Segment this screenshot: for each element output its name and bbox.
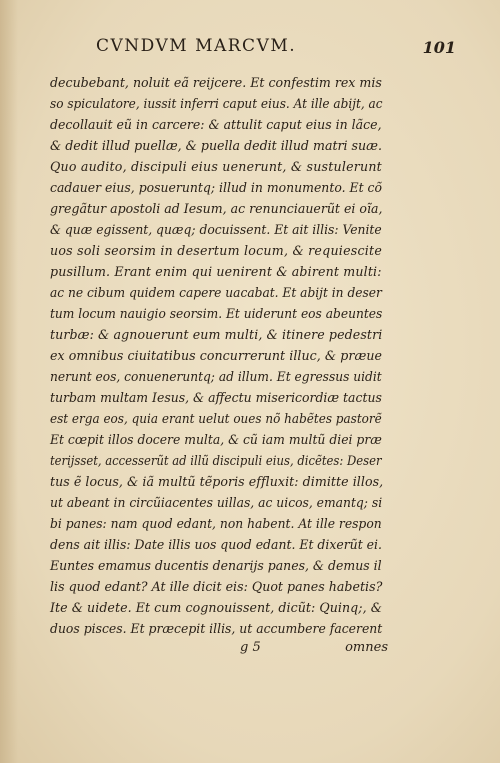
text-line: uos soli seorsim in desertum locum, & requiescite (50, 243, 383, 258)
text-line: terijsset, accesserũt ad illũ discipuli eius, dicẽtes: Deser (50, 453, 382, 468)
text-line: & quæ egissent, quæq; docuissent. Et ait illis: Venite (50, 222, 382, 237)
text-line: ut abeant in circũiacentes uillas, ac uicos, emantq; si (50, 495, 383, 510)
text-line: nerunt eos, conueneruntq; ad illum. Et egressus uidit (50, 369, 382, 384)
text-line: Quo audito, discipuli eius uenerunt, & sustulerunt (50, 159, 382, 174)
text-line: decollauit eũ in carcere: & attulit caput eius in lãce, (50, 117, 382, 132)
text-line: & dedit illud puellæ, & puella dedit illud matri suæ. (50, 138, 382, 153)
text-line: Ite & uidete. Et cum cognouissent, dicũt: Quinq;, & (50, 600, 382, 615)
text-line: Euntes emamus ducentis denarijs panes, & demus il (50, 558, 382, 573)
page-footer (50, 638, 388, 662)
text-line: decubebant, noluit eã reijcere. Et confestim rex mis (50, 75, 382, 90)
text-line: tus ẽ locus, & iã multũ tẽporis effluxit: dimitte illos, (50, 474, 384, 489)
text-line: bi panes: nam quod edant, non habent. At ille respon (50, 516, 382, 531)
signature-mark: g 5 (240, 640, 261, 655)
text-line: so spiculatore, iussit inferri caput eius. At ille abijt, ac (50, 96, 383, 111)
text-line: lis quod edant? At ille dicit eis: Quot panes habetis? (50, 579, 383, 594)
text-line: tum locum nauigio seorsim. Et uiderunt eos abeuntes (50, 306, 383, 321)
page-gutter-shadow (0, 0, 18, 763)
text-line: ac ne cibum quidem capere uacabat. Et abijt in deser (50, 285, 382, 300)
folio-number: 101 (422, 38, 456, 57)
text-line: dens ait illis: Date illis uos quod edant. Et dixerũt ei. (50, 537, 382, 552)
text-line: duos pisces. Et præcepit illis, ut accumbere facerent (50, 621, 383, 636)
text-line: pusillum. Erant enim qui uenirent & abirent multi: (50, 264, 382, 279)
text-line: est erga eos, quia erant uelut oues nõ habẽtes pastorẽ (50, 411, 382, 426)
text-line: turbam multam Iesus, & affectu misericordiæ tactus (50, 390, 382, 405)
text-line: ex omnibus ciuitatibus concurrerunt illuc, & præue (50, 348, 383, 363)
text-line: cadauer eius, posueruntq; illud in monumento. Et cõ (50, 180, 383, 195)
catchword: omnes (345, 640, 388, 655)
body-text (50, 72, 382, 639)
text-line: Et cœpit illos docere multa, & cũ iam multũ diei præ (50, 432, 382, 447)
page-header (96, 36, 456, 60)
text-line: gregãtur apostoli ad Iesum, ac renunciauerũt ei oĩa, (50, 201, 383, 216)
text-line: turbæ: & agnouerunt eum multi, & itinere pedestri (50, 327, 383, 342)
running-head: CVNDVM MARCVM. (96, 36, 297, 56)
